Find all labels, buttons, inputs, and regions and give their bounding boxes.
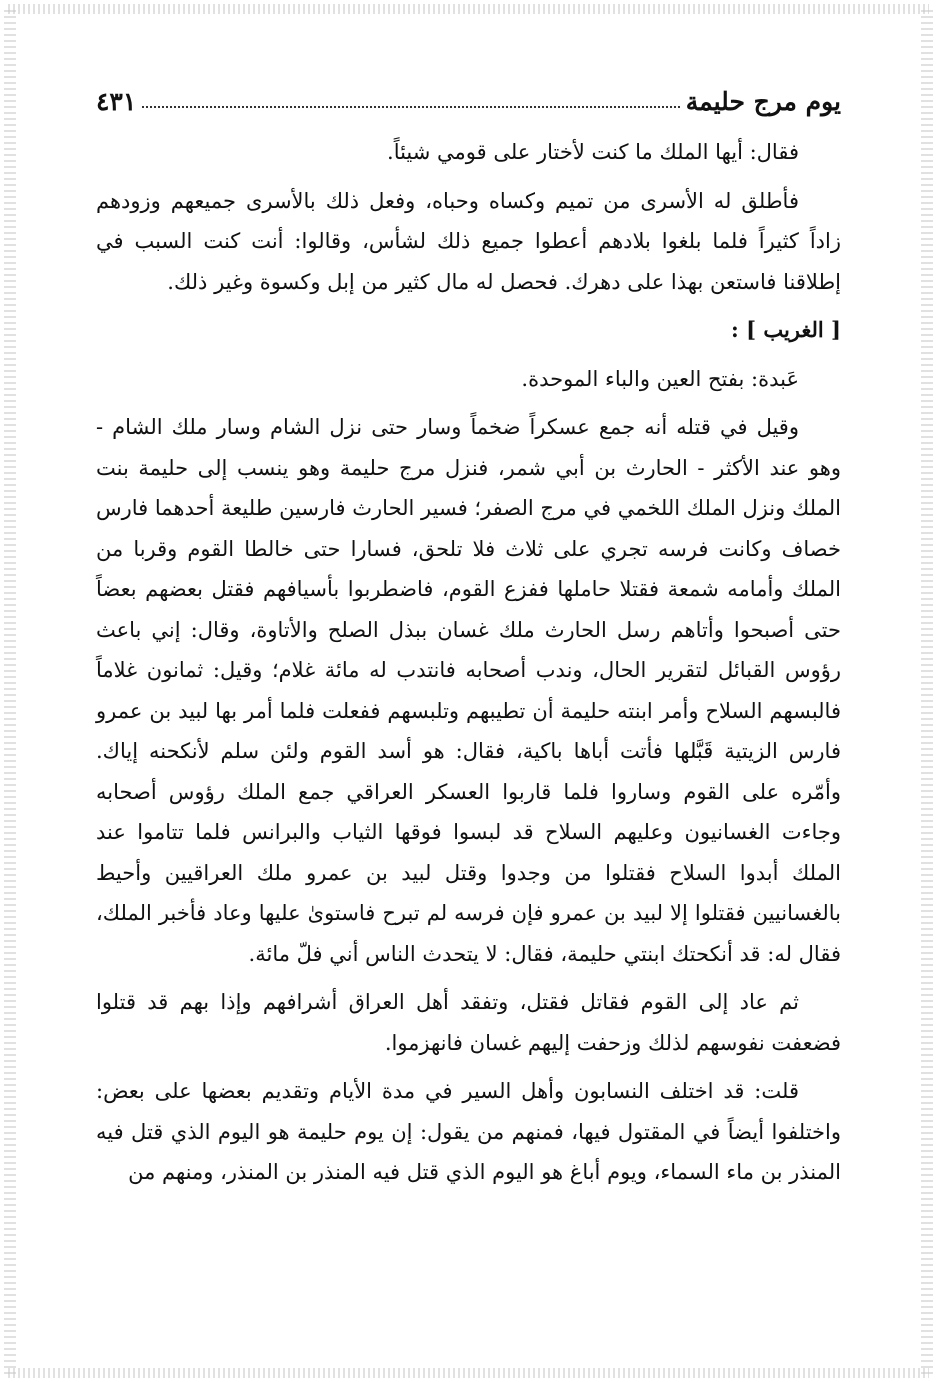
paragraph-reply: فقال: أيها الملك ما كنت لأختار على قومي شيئاً. <box>387 140 799 164</box>
dotted-leader <box>142 106 679 108</box>
paragraph-commentary: قلت: قد اختلف النسابون وأهل السير في مدة الأيام وتقديم بعضها على بعض: واختلفوا أيضاً في المقتول فيها، فمنهم من يقول: إن يوم حليمة هو اليوم الذي قتل فيه المنذر بن ماء السماء، ويوم أباغ هو اليوم الذي قتل فيه المنذر بن المنذر، ومنهم من <box>96 1079 841 1184</box>
paragraph-defeat: ثم عاد إلى القوم فقاتل فقتل، وتفقد أهل العراق أشرافهم وإذا بهم قد قتلوا فضعفت نفوسهم لذلك وزحفت إليهم غسان فانهزموا. <box>96 990 841 1055</box>
page-border-left <box>4 8 16 1374</box>
page-number: ٤٣١ <box>96 87 137 116</box>
paragraph-abda: عَبدة: بفتح العين والباء الموحدة. <box>521 366 799 391</box>
running-title: يوم مرج حليمة <box>685 87 841 116</box>
paragraph-release: فأطلق له الأسرى من تميم وكساه وحباه، وفعل ذلك بالأسرى جميعهم وزودهم زاداً كثيراً فلما بلغوا بلادهم أعطوا جميع ذلك لشأس، وقالوا: أنت كنت السبب في إطلاقنا فاستعن بهذا على دهرك. فحصل له مال كثير من إبل وكسوة وغير ذلك. <box>96 188 841 294</box>
section-heading-gharib: [ الغريب ] : <box>731 317 841 342</box>
body-text <box>96 132 841 1193</box>
paragraph-battle-account: وقيل في قتله أنه جمع عسكراً ضخماً وسار حتى نزل الشام وسار ملك الشام - وهو عند الأكثر - الحارث بن أبي شمر، فنزل مرج حليمة وهو ينسب إلى حليمة بنت الملك ونزل الملك اللخمي في مرج الصفر؛ فسير الحارث فارسين طليعة أحدهما فارس خصاف وكانت فرسه تجري على ثلاث فلا تلحق، فسارا حتى خالطا القوم وقربا من الملك وأمامه شمعة فقتلا حاملها ففزع القوم، فاضطربوا بأسيافهم فقتل بعضهم بعضاً حتى أصبحوا وأتاهم رسل الحارث ملك غسان ببذل الصلح والأتاوة، وقال: إني باعث رؤوس القبائل لتقرير الحال، وندب أصحابه فانتدب له مائة غلام؛ وقيل: ثمانون غلاماً فالبسهم السلاح وأمر ابنته حليمة أن تطيبهم وتلبسهم ففعلت فلما أمر بها لبيد بن عمرو فارس الزيتية قَبَّلها فأتت أباها باكية، فقال: هو أسد القوم ولئن سلم لأنكحنه إياك. وأمّره على القوم وساروا فلما قاربوا العسكر العراقي جمع الملك رؤوس أصحابه وجاءت الغسانيون وعليهم السلاح قد لبسوا فوقها الثياب والبرانس فلما تتاموا عند الملك أبدوا السلاح فقتلوا من وجدوا وقتل لبيد بن عمرو ملك العراقيين وأحيط بالغسانيين فقتلوا إلا لبيد بن عمرو فإن فرسه لم تبرح فاستوىٰ عليها وعاد فأخبر الملك، فقال له: قد أنكحتك ابنتي حليمة، فقال: لا يتحدث الناس أني فلّ مائة. <box>96 415 841 966</box>
page-border-right <box>921 8 933 1374</box>
page-border-top <box>8 4 929 14</box>
page-border-bottom <box>8 1368 929 1378</box>
page-header <box>96 76 841 116</box>
